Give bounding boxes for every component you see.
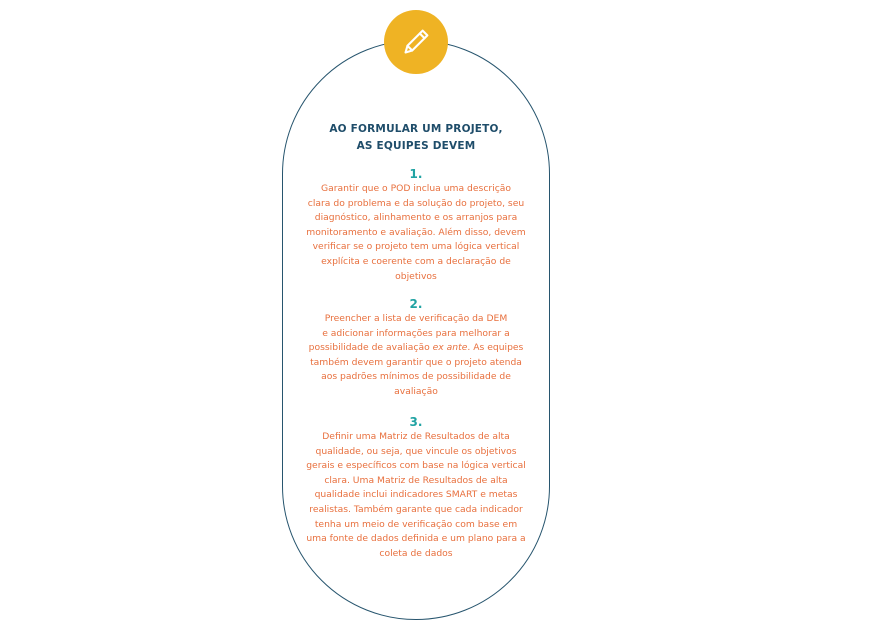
step-3: [290, 415, 542, 561]
step-text-line: uma fonte de dados definida e um plano para a: [306, 533, 526, 545]
title-line: AS EQUIPES DEVEM: [356, 140, 476, 152]
step-number: 3.: [409, 415, 423, 429]
step-number: 1.: [409, 167, 423, 181]
step-text-line: diagnóstico, alinhamento e os arranjos para: [314, 212, 518, 224]
step-text-line: e adicionar informações para melhorar a: [322, 327, 510, 339]
step-text-line: qualidade, ou seja, que vincule os objetivos: [315, 445, 517, 457]
step-text-line: explícita e coerente com a declaração de: [321, 255, 511, 267]
step-2: [290, 297, 542, 400]
step-text-line: avaliação: [394, 385, 438, 397]
step-text-line: tenha um meio de verificação com base em: [314, 518, 518, 530]
step-text-fragment: possibilidade de avaliação: [308, 342, 430, 354]
step-text-line: monitoramento e avaliação. Além disso, devem: [306, 226, 526, 238]
step-text-line: objetivos: [395, 270, 437, 282]
step-text-line: aos padrões mínimos de possibilidade de: [321, 371, 511, 383]
step-text-line: clara. Uma Matriz de Resultados de alta: [324, 474, 508, 486]
step-text-line: também devem garantir que o projeto atenda: [310, 356, 522, 368]
step-text-fragment: . As equipes: [467, 342, 524, 354]
step-1: [290, 167, 542, 284]
pencil-badge: [384, 10, 448, 74]
step-text: [290, 182, 542, 284]
step-text: [290, 430, 542, 561]
step-text-line: coleta de dados: [379, 547, 453, 559]
step-text-line: verificar se o projeto tem uma lógica vertical: [312, 241, 520, 253]
step-text-line: realistas. Também garante que cada indicador: [309, 503, 523, 515]
step-text-line: qualidade inclui indicadores SMART e metas: [314, 489, 518, 501]
pencil-icon: [397, 23, 435, 61]
page-title: [282, 121, 550, 155]
step-text-line: Definir uma Matriz de Resultados de alta: [322, 431, 510, 442]
title-line: AO FORMULAR UM PROJETO,: [329, 123, 503, 135]
step-text-line: gerais e específicos com base na lógica vertical: [306, 460, 526, 472]
step-text-line: clara do problema e da solução do projeto, seu: [307, 197, 525, 209]
step-text-line: Preencher a lista de verificação da DEM: [324, 313, 508, 324]
step-text-italic: ex ante: [432, 342, 468, 354]
step-text-line: [309, 342, 524, 353]
step-number: 2.: [409, 297, 423, 311]
step-text: [290, 312, 542, 400]
step-text-line: Garantir que o POD inclua uma descrição: [321, 183, 511, 194]
